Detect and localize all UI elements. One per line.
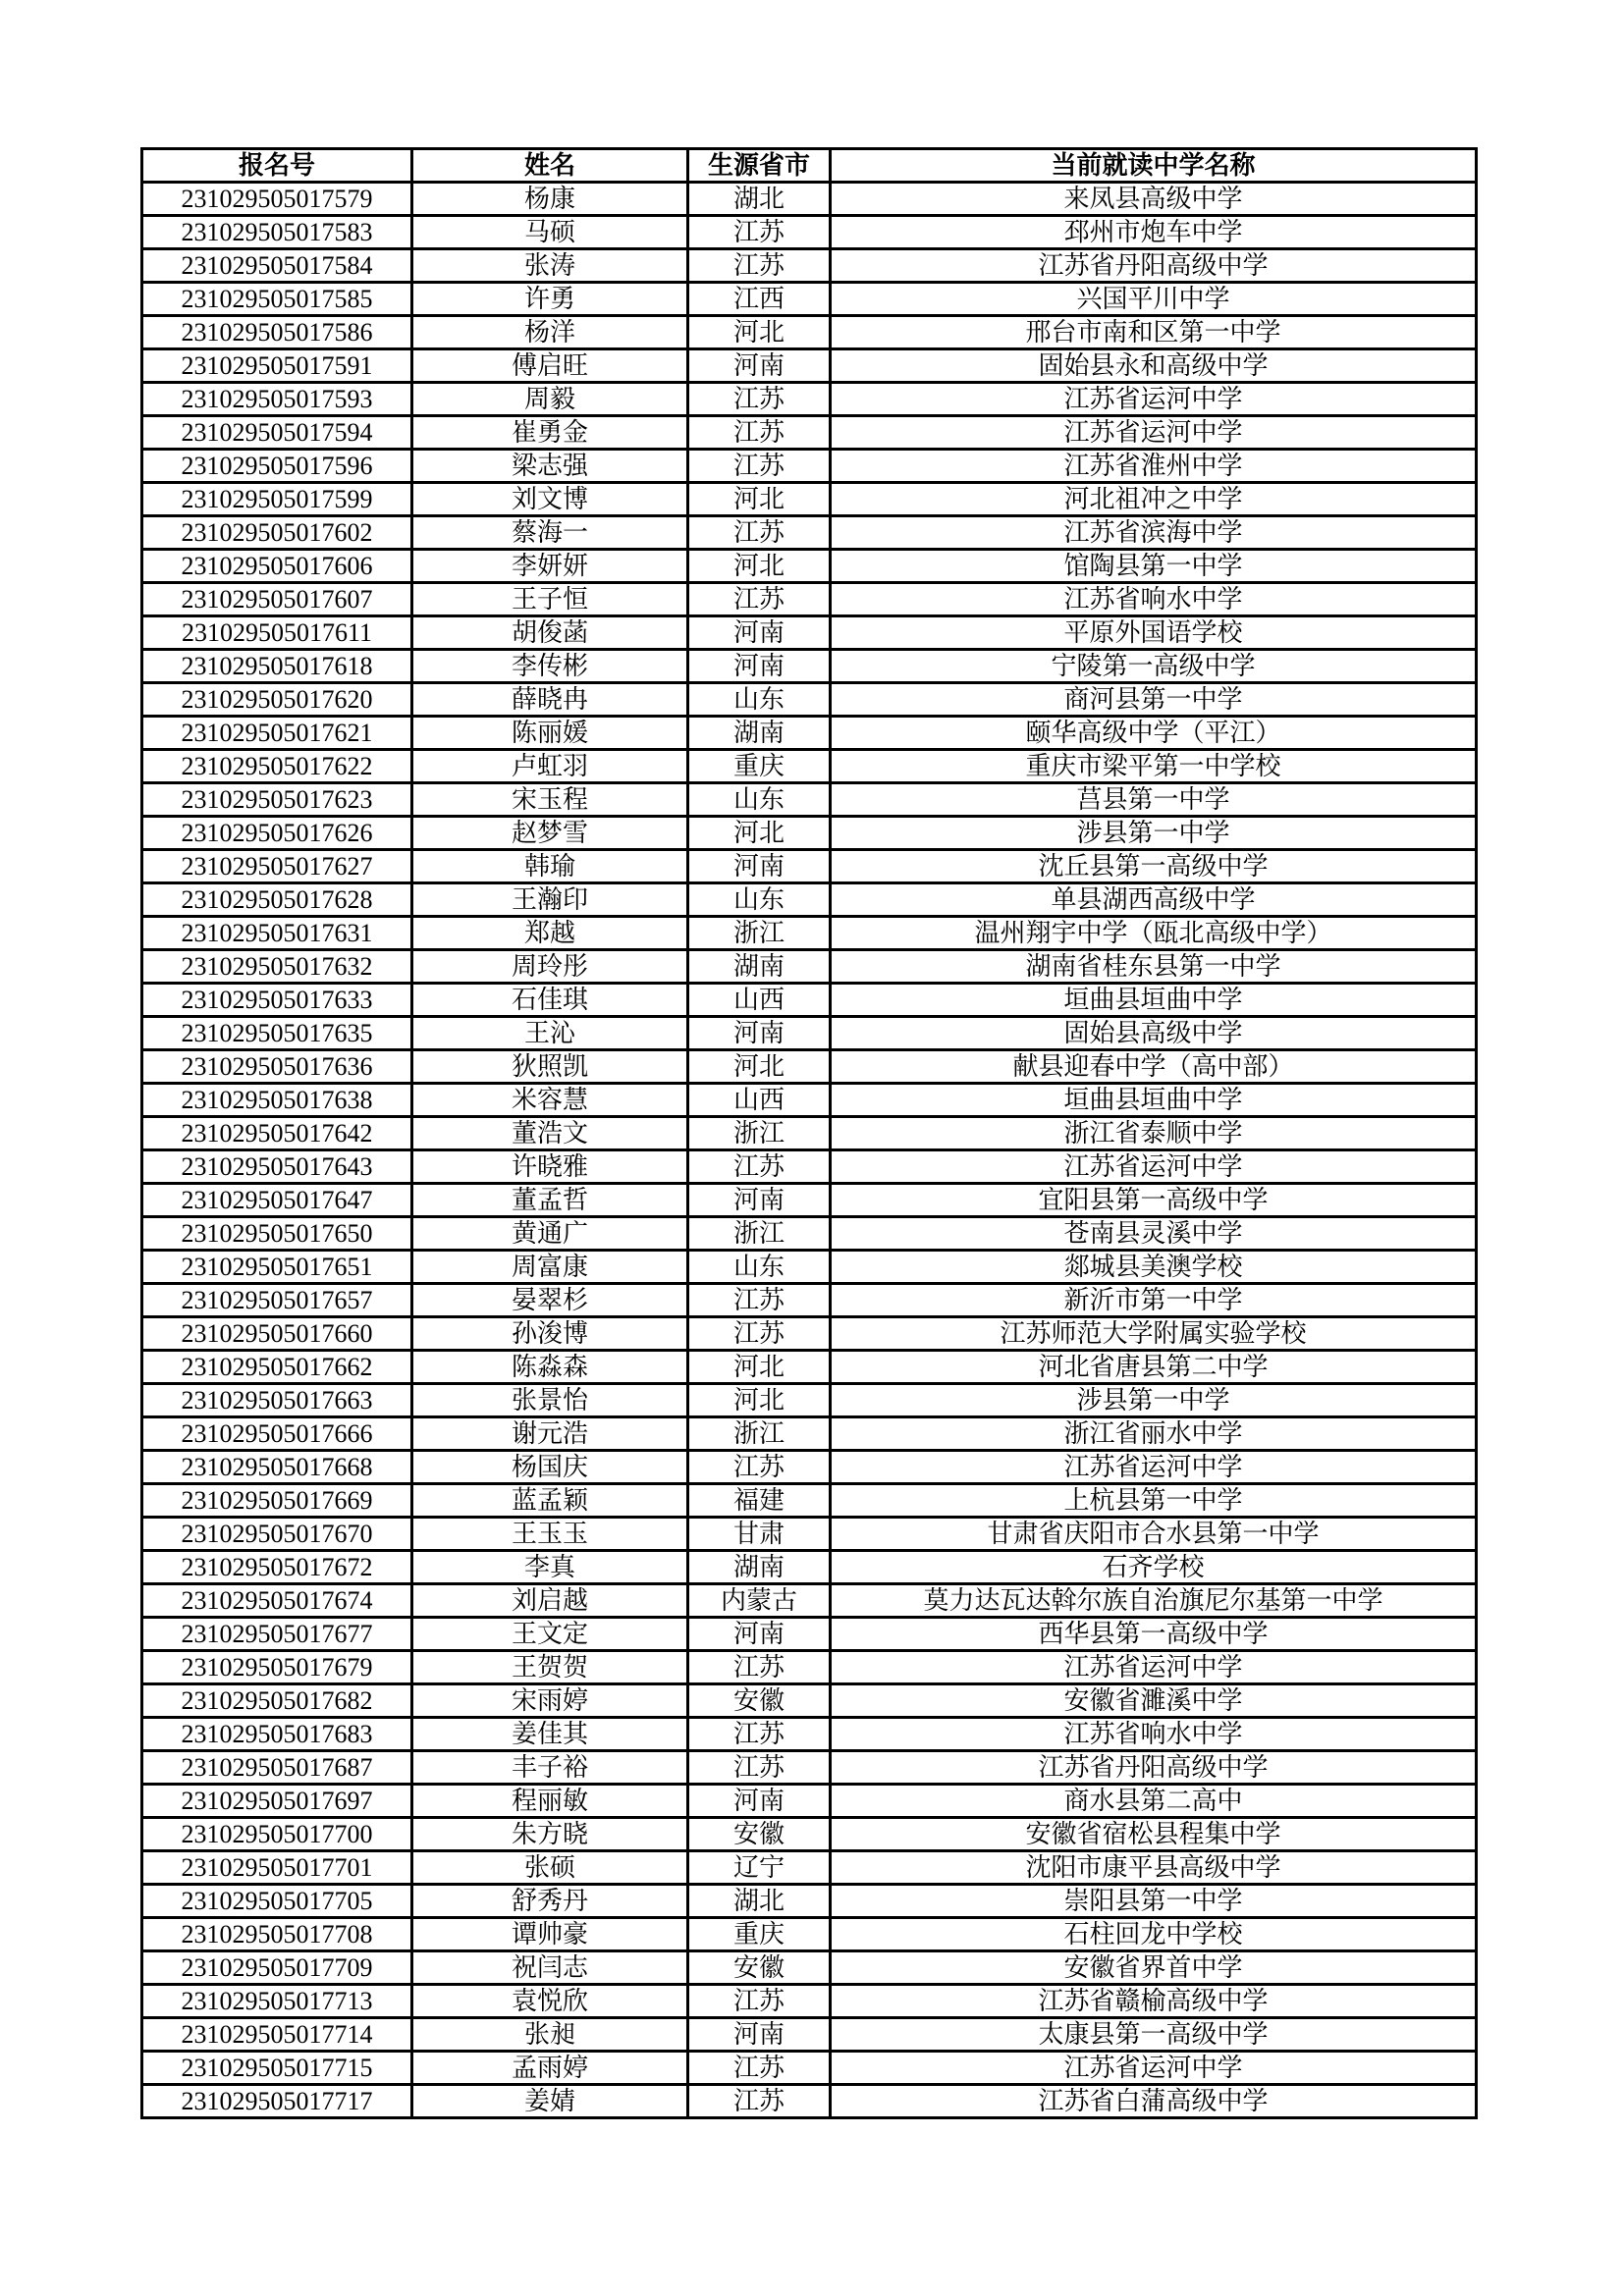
student-name-cell: 蓝孟颖 (412, 1484, 688, 1518)
province-cell: 河北 (688, 550, 831, 583)
student-name-cell: 卢虹羽 (412, 750, 688, 783)
student-name-cell: 米容慧 (412, 1084, 688, 1117)
student-name-cell: 周富康 (412, 1251, 688, 1284)
province-cell: 山东 (688, 783, 831, 817)
province-cell: 江苏 (688, 1284, 831, 1317)
table-row (142, 1951, 1477, 1985)
province-cell: 安徽 (688, 1951, 831, 1985)
table-row (142, 1017, 1477, 1050)
province-cell: 江苏 (688, 2052, 831, 2085)
student-name-cell: 王沁 (412, 1017, 688, 1050)
registration-id-cell: 231029505017611 (142, 616, 412, 650)
school-cell: 安徽省宿松县程集中学 (831, 1818, 1477, 1851)
school-cell: 商水县第二高中 (831, 1785, 1477, 1818)
province-cell: 湖南 (688, 950, 831, 984)
header-current-school: 当前就读中学名称 (831, 149, 1477, 183)
registration-id-cell: 231029505017635 (142, 1017, 412, 1050)
registration-id-cell: 231029505017714 (142, 2018, 412, 2052)
registration-id-cell: 231029505017632 (142, 950, 412, 984)
province-cell: 山东 (688, 883, 831, 917)
table-row (142, 216, 1477, 249)
province-cell: 江苏 (688, 216, 831, 249)
student-name-cell: 王瀚印 (412, 883, 688, 917)
table-row (142, 1518, 1477, 1551)
table-row (142, 950, 1477, 984)
province-cell: 江苏 (688, 1651, 831, 1684)
school-cell: 单县湖西高级中学 (831, 883, 1477, 917)
student-name-cell: 宋雨婷 (412, 1684, 688, 1718)
student-name-cell: 赵梦雪 (412, 817, 688, 850)
registration-id-cell: 231029505017607 (142, 583, 412, 616)
school-cell: 郯城县美澳学校 (831, 1251, 1477, 1284)
school-cell: 宜阳县第一高级中学 (831, 1184, 1477, 1217)
student-name-cell: 马硕 (412, 216, 688, 249)
registration-id-cell: 231029505017643 (142, 1150, 412, 1184)
table-row (142, 750, 1477, 783)
school-cell: 安徽省濉溪中学 (831, 1684, 1477, 1718)
student-name-cell: 周玲彤 (412, 950, 688, 984)
province-cell: 江苏 (688, 583, 831, 616)
table-row (142, 850, 1477, 883)
registration-id-cell: 231029505017713 (142, 1985, 412, 2018)
table-row (142, 783, 1477, 817)
school-cell: 江苏省滨海中学 (831, 516, 1477, 550)
school-cell: 湖南省桂东县第一中学 (831, 950, 1477, 984)
school-cell: 兴国平川中学 (831, 283, 1477, 316)
registration-id-cell: 231029505017715 (142, 2052, 412, 2085)
table-row (142, 2085, 1477, 2118)
registration-id-cell: 231029505017657 (142, 1284, 412, 1317)
province-cell: 内蒙古 (688, 1584, 831, 1618)
table-row (142, 1918, 1477, 1951)
student-name-cell: 李传彬 (412, 650, 688, 683)
registration-id-cell: 231029505017636 (142, 1050, 412, 1084)
student-name-cell: 胡俊菡 (412, 616, 688, 650)
registration-id-cell: 231029505017663 (142, 1384, 412, 1417)
registration-id-cell: 231029505017679 (142, 1651, 412, 1684)
table-row (142, 1751, 1477, 1785)
registration-id-cell: 231029505017647 (142, 1184, 412, 1217)
province-cell: 江苏 (688, 416, 831, 450)
registration-id-cell: 231029505017651 (142, 1251, 412, 1284)
student-name-cell: 孙浚博 (412, 1317, 688, 1351)
student-name-cell: 孟雨婷 (412, 2052, 688, 2085)
province-cell: 山西 (688, 1084, 831, 1117)
student-name-cell: 傅启旺 (412, 349, 688, 383)
province-cell: 江苏 (688, 1751, 831, 1785)
province-cell: 湖南 (688, 1551, 831, 1584)
table-row (142, 1818, 1477, 1851)
school-cell: 江苏省运河中学 (831, 1150, 1477, 1184)
student-name-cell: 杨洋 (412, 316, 688, 349)
registration-id-cell: 231029505017626 (142, 817, 412, 850)
table-row (142, 650, 1477, 683)
registration-id-cell: 231029505017596 (142, 450, 412, 483)
table-row (142, 1451, 1477, 1484)
registration-id-cell: 231029505017672 (142, 1551, 412, 1584)
registration-id-cell: 231029505017683 (142, 1718, 412, 1751)
province-cell: 河北 (688, 1351, 831, 1384)
student-name-cell: 董浩文 (412, 1117, 688, 1150)
student-name-cell: 杨康 (412, 183, 688, 216)
header-province: 生源省市 (688, 149, 831, 183)
registration-id-cell: 231029505017669 (142, 1484, 412, 1518)
header-student-name: 姓名 (412, 149, 688, 183)
school-cell: 沈阳市康平县高级中学 (831, 1851, 1477, 1885)
student-name-cell: 韩瑜 (412, 850, 688, 883)
province-cell: 山东 (688, 1251, 831, 1284)
province-cell: 河南 (688, 1017, 831, 1050)
school-cell: 河北省唐县第二中学 (831, 1351, 1477, 1384)
table-row (142, 1084, 1477, 1117)
province-cell: 河北 (688, 817, 831, 850)
student-name-cell: 宋玉程 (412, 783, 688, 817)
table-row (142, 817, 1477, 850)
student-name-cell: 陈淼森 (412, 1351, 688, 1384)
table-row (142, 683, 1477, 717)
student-name-cell: 丰子裕 (412, 1751, 688, 1785)
student-name-cell: 王贺贺 (412, 1651, 688, 1684)
table-row (142, 616, 1477, 650)
student-name-cell: 李妍妍 (412, 550, 688, 583)
registration-id-cell: 231029505017717 (142, 2085, 412, 2118)
table-row (142, 1117, 1477, 1150)
registration-id-cell: 231029505017638 (142, 1084, 412, 1117)
student-name-cell: 杨国庆 (412, 1451, 688, 1484)
student-name-cell: 董孟哲 (412, 1184, 688, 1217)
province-cell: 浙江 (688, 1417, 831, 1451)
school-cell: 固始县高级中学 (831, 1017, 1477, 1050)
registration-id-cell: 231029505017709 (142, 1951, 412, 1985)
table-row (142, 1150, 1477, 1184)
table-row (142, 1851, 1477, 1885)
province-cell: 福建 (688, 1484, 831, 1518)
province-cell: 辽宁 (688, 1851, 831, 1885)
school-cell: 江苏省赣榆高级中学 (831, 1985, 1477, 2018)
province-cell: 河南 (688, 850, 831, 883)
school-cell: 江苏省响水中学 (831, 1718, 1477, 1751)
registration-id-cell: 231029505017708 (142, 1918, 412, 1951)
table-row (142, 1651, 1477, 1684)
registration-id-cell: 231029505017674 (142, 1584, 412, 1618)
registration-id-cell: 231029505017682 (142, 1684, 412, 1718)
school-cell: 浙江省丽水中学 (831, 1417, 1477, 1451)
registration-id-cell: 231029505017666 (142, 1417, 412, 1451)
school-cell: 江苏省运河中学 (831, 1451, 1477, 1484)
school-cell: 石柱回龙中学校 (831, 1918, 1477, 1951)
registration-id-cell: 231029505017697 (142, 1785, 412, 1818)
province-cell: 江苏 (688, 450, 831, 483)
school-cell: 安徽省界首中学 (831, 1951, 1477, 1985)
table-row (142, 183, 1477, 216)
registration-id-cell: 231029505017584 (142, 249, 412, 283)
province-cell: 江苏 (688, 1317, 831, 1351)
student-name-cell: 张硕 (412, 1851, 688, 1885)
table-row (142, 984, 1477, 1017)
registration-id-cell: 231029505017668 (142, 1451, 412, 1484)
school-cell: 温州翔宇中学（瓯北高级中学） (831, 917, 1477, 950)
province-cell: 江苏 (688, 1451, 831, 1484)
student-name-cell: 朱方晓 (412, 1818, 688, 1851)
province-cell: 重庆 (688, 750, 831, 783)
school-cell: 颐华高级中学（平江） (831, 717, 1477, 750)
province-cell: 安徽 (688, 1818, 831, 1851)
table-row (142, 416, 1477, 450)
province-cell: 河南 (688, 2018, 831, 2052)
school-cell: 太康县第一高级中学 (831, 2018, 1477, 2052)
registration-id-cell: 231029505017650 (142, 1217, 412, 1251)
province-cell: 河北 (688, 316, 831, 349)
school-cell: 河北祖冲之中学 (831, 483, 1477, 516)
province-cell: 江西 (688, 283, 831, 316)
registration-id-cell: 231029505017662 (142, 1351, 412, 1384)
registration-id-cell: 231029505017701 (142, 1851, 412, 1885)
registration-id-cell: 231029505017621 (142, 717, 412, 750)
table-row (142, 1050, 1477, 1084)
registration-id-cell: 231029505017628 (142, 883, 412, 917)
student-name-cell: 黄通广 (412, 1217, 688, 1251)
school-cell: 西华县第一高级中学 (831, 1618, 1477, 1651)
registration-id-cell: 231029505017677 (142, 1618, 412, 1651)
school-cell: 莫力达瓦达斡尔族自治旗尼尔基第一中学 (831, 1584, 1477, 1618)
school-cell: 固始县永和高级中学 (831, 349, 1477, 383)
student-name-cell: 刘文博 (412, 483, 688, 516)
school-cell: 沈丘县第一高级中学 (831, 850, 1477, 883)
school-cell: 江苏省响水中学 (831, 583, 1477, 616)
student-name-cell: 王子恒 (412, 583, 688, 616)
table-row (142, 283, 1477, 316)
table-row (142, 1284, 1477, 1317)
table-row (142, 1785, 1477, 1818)
school-cell: 甘肃省庆阳市合水县第一中学 (831, 1518, 1477, 1551)
school-cell: 涉县第一中学 (831, 817, 1477, 850)
table-row (142, 249, 1477, 283)
table-row (142, 349, 1477, 383)
school-cell: 崇阳县第一中学 (831, 1885, 1477, 1918)
school-cell: 平原外国语学校 (831, 616, 1477, 650)
student-name-cell: 谭帅豪 (412, 1918, 688, 1951)
province-cell: 江苏 (688, 1985, 831, 2018)
student-name-cell: 袁悦欣 (412, 1985, 688, 2018)
student-name-cell: 舒秀丹 (412, 1885, 688, 1918)
table-row (142, 583, 1477, 616)
registration-id-cell: 231029505017599 (142, 483, 412, 516)
province-cell: 河南 (688, 1785, 831, 1818)
table-row (142, 1985, 1477, 2018)
registration-id-cell: 231029505017585 (142, 283, 412, 316)
school-cell: 江苏省淮州中学 (831, 450, 1477, 483)
registration-id-cell: 231029505017660 (142, 1317, 412, 1351)
table-row (142, 883, 1477, 917)
table-row (142, 917, 1477, 950)
province-cell: 河南 (688, 616, 831, 650)
registration-id-cell: 231029505017586 (142, 316, 412, 349)
province-cell: 河北 (688, 1050, 831, 1084)
table-row (142, 550, 1477, 583)
table-row (142, 1484, 1477, 1518)
table-row (142, 1317, 1477, 1351)
table-row (142, 383, 1477, 416)
school-cell: 浙江省泰顺中学 (831, 1117, 1477, 1150)
student-name-cell: 狄照凯 (412, 1050, 688, 1084)
province-cell: 河北 (688, 1384, 831, 1417)
school-cell: 江苏师范大学附属实验学校 (831, 1317, 1477, 1351)
school-cell: 新沂市第一中学 (831, 1284, 1477, 1317)
table-row (142, 2018, 1477, 2052)
student-roster-table (140, 147, 1478, 2119)
student-name-cell: 许勇 (412, 283, 688, 316)
student-name-cell: 张昶 (412, 2018, 688, 2052)
school-cell: 来凤县高级中学 (831, 183, 1477, 216)
student-name-cell: 周毅 (412, 383, 688, 416)
school-cell: 莒县第一中学 (831, 783, 1477, 817)
province-cell: 河北 (688, 483, 831, 516)
table-row (142, 1885, 1477, 1918)
student-name-cell: 陈丽媛 (412, 717, 688, 750)
registration-id-cell: 231029505017687 (142, 1751, 412, 1785)
province-cell: 山西 (688, 984, 831, 1017)
province-cell: 湖北 (688, 1885, 831, 1918)
student-name-cell: 蔡海一 (412, 516, 688, 550)
school-cell: 垣曲县垣曲中学 (831, 1084, 1477, 1117)
school-cell: 上杭县第一中学 (831, 1484, 1477, 1518)
student-name-cell: 崔勇金 (412, 416, 688, 450)
province-cell: 浙江 (688, 1217, 831, 1251)
school-cell: 邳州市炮车中学 (831, 216, 1477, 249)
province-cell: 安徽 (688, 1684, 831, 1718)
registration-id-cell: 231029505017594 (142, 416, 412, 450)
province-cell: 河南 (688, 1184, 831, 1217)
province-cell: 河南 (688, 349, 831, 383)
table-header (142, 149, 1477, 183)
table-row (142, 1584, 1477, 1618)
registration-id-cell: 231029505017670 (142, 1518, 412, 1551)
province-cell: 浙江 (688, 917, 831, 950)
table-row (142, 1351, 1477, 1384)
student-name-cell: 薛晓冉 (412, 683, 688, 717)
school-cell: 献县迎春中学（高中部） (831, 1050, 1477, 1084)
school-cell: 邢台市南和区第一中学 (831, 316, 1477, 349)
registration-id-cell: 231029505017593 (142, 383, 412, 416)
student-name-cell: 祝闫志 (412, 1951, 688, 1985)
registration-id-cell: 231029505017631 (142, 917, 412, 950)
table-row (142, 2052, 1477, 2085)
table-row (142, 1217, 1477, 1251)
table-row (142, 1251, 1477, 1284)
student-name-cell: 王玉玉 (412, 1518, 688, 1551)
province-cell: 浙江 (688, 1117, 831, 1150)
student-name-cell: 梁志强 (412, 450, 688, 483)
province-cell: 江苏 (688, 383, 831, 416)
student-name-cell: 程丽敏 (412, 1785, 688, 1818)
table-row (142, 1384, 1477, 1417)
student-name-cell: 王文定 (412, 1618, 688, 1651)
registration-id-cell: 231029505017602 (142, 516, 412, 550)
registration-id-cell: 231029505017618 (142, 650, 412, 683)
province-cell: 江苏 (688, 249, 831, 283)
student-name-cell: 许晓雅 (412, 1150, 688, 1184)
province-cell: 江苏 (688, 516, 831, 550)
school-cell: 江苏省运河中学 (831, 2052, 1477, 2085)
registration-id-cell: 231029505017591 (142, 349, 412, 383)
registration-id-cell: 231029505017700 (142, 1818, 412, 1851)
student-name-cell: 石佳琪 (412, 984, 688, 1017)
province-cell: 山东 (688, 683, 831, 717)
province-cell: 河南 (688, 650, 831, 683)
school-cell: 江苏省运河中学 (831, 383, 1477, 416)
province-cell: 甘肃 (688, 1518, 831, 1551)
registration-id-cell: 231029505017642 (142, 1117, 412, 1150)
school-cell: 江苏省丹阳高级中学 (831, 249, 1477, 283)
table-row (142, 316, 1477, 349)
header-row (142, 149, 1477, 183)
school-cell: 苍南县灵溪中学 (831, 1217, 1477, 1251)
province-cell: 湖南 (688, 717, 831, 750)
school-cell: 商河县第一中学 (831, 683, 1477, 717)
registration-id-cell: 231029505017623 (142, 783, 412, 817)
province-cell: 江苏 (688, 1718, 831, 1751)
header-registration-id: 报名号 (142, 149, 412, 183)
table-row (142, 1551, 1477, 1584)
registration-id-cell: 231029505017705 (142, 1885, 412, 1918)
school-cell: 江苏省白蒲高级中学 (831, 2085, 1477, 2118)
student-name-cell: 刘启越 (412, 1584, 688, 1618)
table-row (142, 717, 1477, 750)
school-cell: 涉县第一中学 (831, 1384, 1477, 1417)
school-cell: 馆陶县第一中学 (831, 550, 1477, 583)
province-cell: 湖北 (688, 183, 831, 216)
table-row (142, 1718, 1477, 1751)
school-cell: 江苏省运河中学 (831, 1651, 1477, 1684)
student-name-cell: 李真 (412, 1551, 688, 1584)
school-cell: 石齐学校 (831, 1551, 1477, 1584)
province-cell: 江苏 (688, 1150, 831, 1184)
registration-id-cell: 231029505017620 (142, 683, 412, 717)
registration-id-cell: 231029505017583 (142, 216, 412, 249)
student-name-cell: 张景怡 (412, 1384, 688, 1417)
registration-id-cell: 231029505017633 (142, 984, 412, 1017)
province-cell: 河南 (688, 1618, 831, 1651)
registration-id-cell: 231029505017622 (142, 750, 412, 783)
student-name-cell: 姜婧 (412, 2085, 688, 2118)
province-cell: 重庆 (688, 1918, 831, 1951)
table-row (142, 450, 1477, 483)
table-row (142, 483, 1477, 516)
school-cell: 江苏省运河中学 (831, 416, 1477, 450)
table-body (142, 183, 1477, 2118)
registration-id-cell: 231029505017606 (142, 550, 412, 583)
table-row (142, 1684, 1477, 1718)
student-name-cell: 姜佳其 (412, 1718, 688, 1751)
school-cell: 宁陵第一高级中学 (831, 650, 1477, 683)
table-row (142, 1184, 1477, 1217)
school-cell: 重庆市梁平第一中学校 (831, 750, 1477, 783)
table-row (142, 1417, 1477, 1451)
registration-id-cell: 231029505017579 (142, 183, 412, 216)
student-name-cell: 郑越 (412, 917, 688, 950)
table-row (142, 1618, 1477, 1651)
student-name-cell: 晏翠杉 (412, 1284, 688, 1317)
school-cell: 江苏省丹阳高级中学 (831, 1751, 1477, 1785)
student-name-cell: 张涛 (412, 249, 688, 283)
school-cell: 垣曲县垣曲中学 (831, 984, 1477, 1017)
table-row (142, 516, 1477, 550)
province-cell: 江苏 (688, 2085, 831, 2118)
student-name-cell: 谢元浩 (412, 1417, 688, 1451)
registration-id-cell: 231029505017627 (142, 850, 412, 883)
